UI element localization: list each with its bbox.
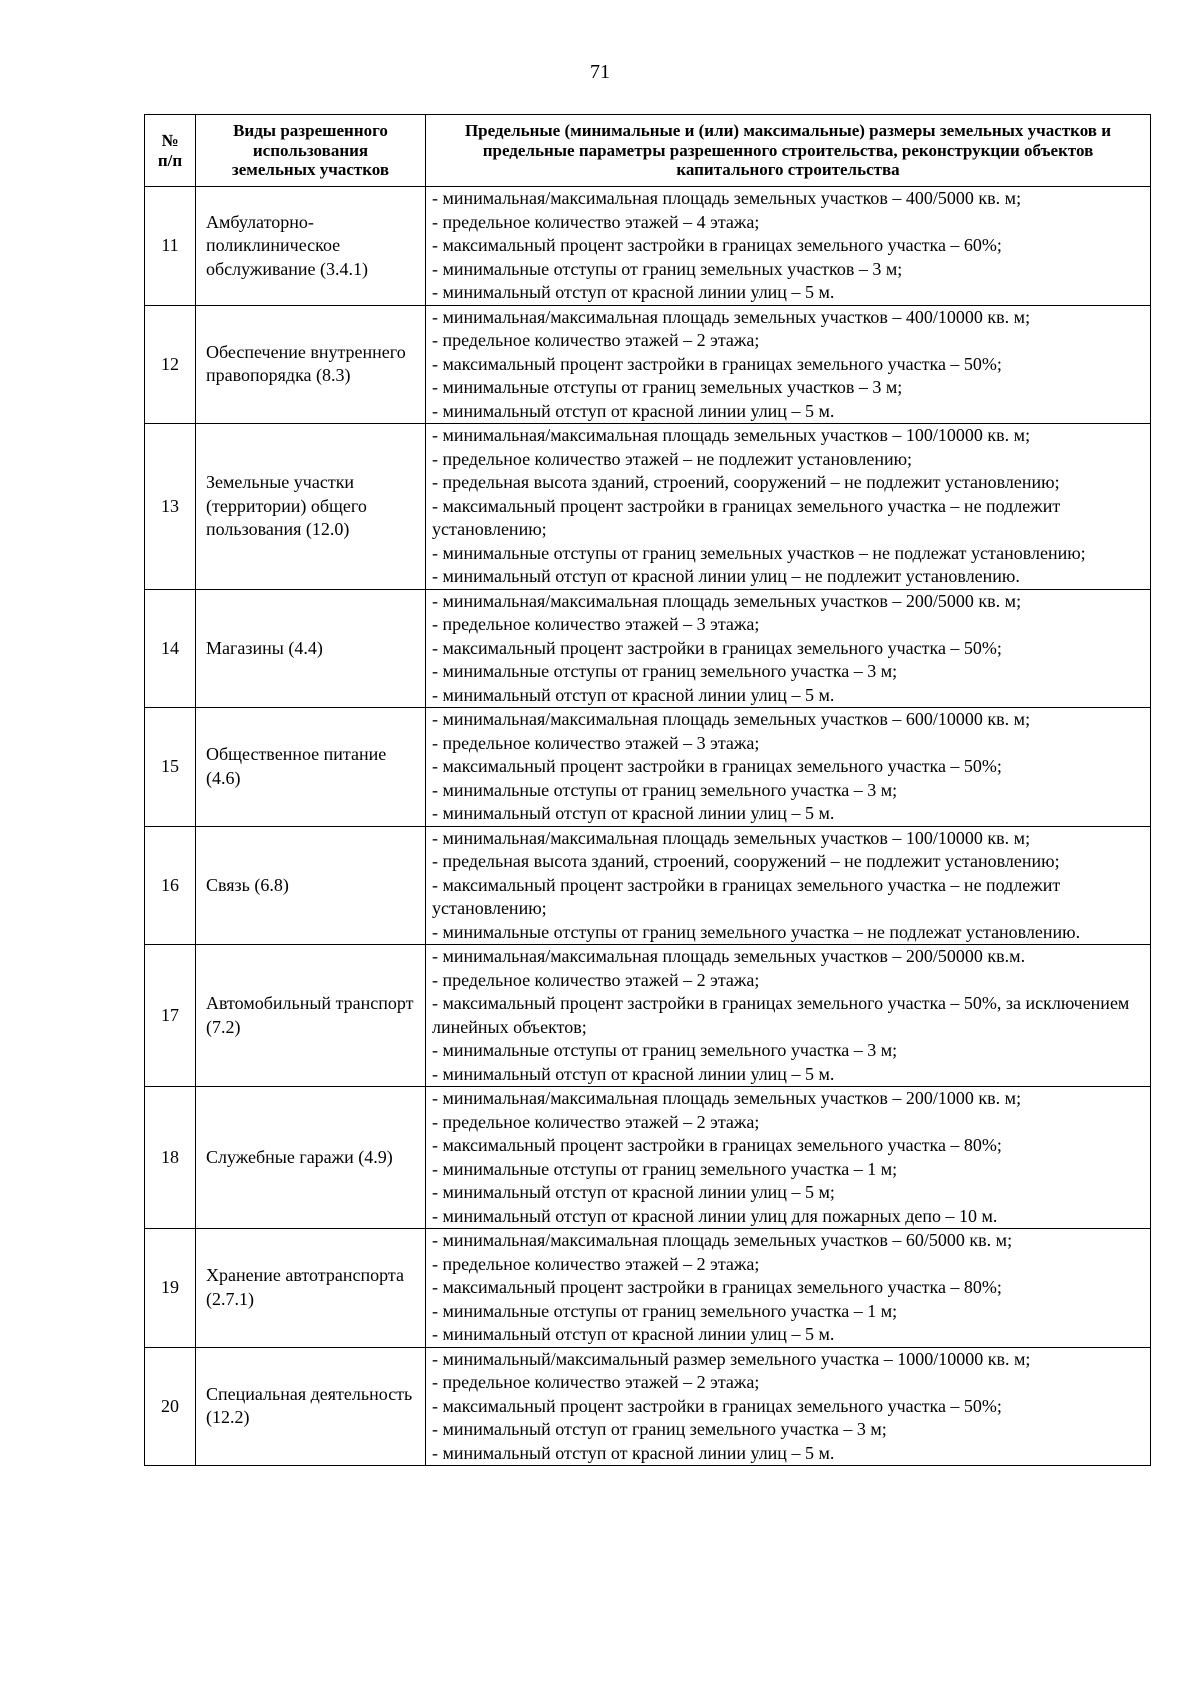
parameter-line: - минимальные отступы от границ земельного участка – 1 м; — [432, 1300, 898, 1321]
parameter-line: - максимальный процент застройки в границах земельного участка – не подлежит установлению; — [432, 495, 1061, 539]
parameter-line: - минимальные отступы от границ земельных участков – не подлежат установлению; — [432, 542, 1086, 563]
parameter-line: - минимальный отступ от красной линии улиц – 5 м. — [432, 400, 835, 421]
parameter-line: - минимальный отступ от красной линии улиц – 5 м. — [432, 282, 835, 302]
row-use-type: Обеспечение внутреннего правопорядка (8.3) — [196, 305, 426, 424]
row-use-type: Земельные участки (территории) общего пользования (12.0) — [196, 424, 426, 590]
parameter-line: - минимальный отступ от границ земельного участка – 3 м; — [432, 1419, 887, 1439]
row-use-type: Специальная деятельность (12.2) — [196, 1347, 426, 1466]
page-number: 71 — [590, 61, 610, 83]
parameter-line: - максимальный процент застройки в границах земельного участка – 50%; — [432, 637, 1002, 658]
parameter-line: - максимальный процент застройки в границах земельного участка – 60%; — [432, 235, 1002, 255]
row-use-type: Магазины (4.4) — [196, 589, 426, 708]
parameter-line: - предельная высота зданий, строений, сооружений – не подлежит установлению; — [432, 472, 1060, 492]
parameter-line: - максимальный процент застройки в границах земельного участка – 50%; — [432, 353, 1002, 374]
parameter-line: - минимальный/максимальный размер земельного участка – 1000/10000 кв. м; — [432, 1348, 1031, 1369]
row-number: 18 — [145, 1087, 196, 1229]
row-parameters — [426, 187, 1151, 306]
parameter-line: - минимальный отступ от красной линии улиц – 5 м. — [432, 684, 835, 705]
parameter-line: - максимальный процент застройки в границах земельного участка – 80%; — [432, 1135, 1002, 1155]
row-use-type: Общественное питание (4.6) — [196, 708, 426, 827]
table-header-row — [145, 115, 1151, 187]
table-row — [145, 424, 1151, 590]
row-number: 16 — [145, 826, 196, 945]
parameter-line: - предельное количество этажей – 4 этажа; — [432, 211, 760, 232]
parameter-line: - минимальные отступы от границ земельных участков – 3 м; — [432, 377, 903, 397]
parameter-line: - минимальная/максимальная площадь земельных участков – 400/5000 кв. м; — [432, 188, 1022, 208]
parameter-line: - предельное количество этажей – 3 этажа; — [432, 614, 760, 634]
table-body — [145, 187, 1151, 1466]
parameter-line: - максимальный процент застройки в границах земельного участка – 50%, за исключением линейных объектов; — [432, 993, 1130, 1037]
table-row — [145, 826, 1151, 945]
parameter-line: - минимальные отступы от границ земельного участка – не подлежат установлению. — [432, 921, 1081, 942]
row-number: 15 — [145, 708, 196, 827]
parameter-line: - минимальные отступы от границ земельного участка – 3 м; — [432, 661, 898, 681]
parameter-line: - предельное количество этажей – 2 этажа; — [432, 330, 760, 350]
parameter-line: - предельное количество этажей – 2 этажа; — [432, 1253, 760, 1274]
row-number: 13 — [145, 424, 196, 590]
parameter-line: - предельная высота зданий, строений, сооружений – не подлежит установлению; — [432, 851, 1060, 871]
parameter-line: - минимальная/максимальная площадь земельных участков – 200/50000 кв.м. — [432, 946, 1026, 966]
parameter-line: - минимальные отступы от границ земельных участков – 3 м; — [432, 258, 903, 279]
header-use-type: Виды разрешенного использования земельных участков — [196, 115, 426, 187]
parameter-line: - минимальные отступы от границ земельного участка – 3 м; — [432, 779, 898, 800]
parameter-line: - минимальный отступ от красной линии улиц для пожарных депо – 10 м. — [432, 1205, 998, 1226]
parameter-line: - предельное количество этажей – 3 этажа; — [432, 732, 760, 753]
row-number: 20 — [145, 1347, 196, 1466]
parameter-line: - минимальная/максимальная площадь земельных участков – 200/5000 кв. м; — [432, 590, 1022, 611]
table-row — [145, 305, 1151, 424]
row-parameters — [426, 424, 1151, 590]
row-number: 17 — [145, 945, 196, 1087]
parameter-line: - максимальный процент застройки в границах земельного участка – 50%; — [432, 756, 1002, 776]
parameter-line: - минимальный отступ от красной линии улиц – 5 м. — [432, 803, 835, 823]
parameter-line: - максимальный процент застройки в границах земельного участка – 50%; — [432, 1395, 1002, 1416]
row-use-type: Автомобильный транспорт (7.2) — [196, 945, 426, 1087]
parameter-line: - минимальный отступ от красной линии улиц – 5 м. — [432, 1063, 835, 1084]
parameter-line: - минимальный отступ от красной линии улиц – не подлежит установлению. — [432, 566, 1020, 586]
header-number: № п/п — [145, 115, 196, 187]
row-number: 19 — [145, 1229, 196, 1348]
row-number: 12 — [145, 305, 196, 424]
row-parameters — [426, 1229, 1151, 1348]
row-use-type: Амбулаторно-поликлиническое обслуживание (3.4.1) — [196, 187, 426, 306]
parameter-line: - минимальная/максимальная площадь земельных участков – 600/10000 кв. м; — [432, 709, 1031, 729]
parameter-line: - минимальная/максимальная площадь земельных участков – 400/10000 кв. м; — [432, 306, 1031, 327]
parameter-line: - минимальный отступ от красной линии улиц – 5 м. — [432, 1324, 835, 1344]
row-parameters — [426, 1087, 1151, 1229]
row-number: 11 — [145, 187, 196, 306]
table-row — [145, 945, 1151, 1087]
parameter-line: - минимальная/максимальная площадь земельных участков – 100/10000 кв. м; — [432, 425, 1031, 445]
header-parameters: Предельные (минимальные и (или) максимальные) размеры земельных участков и предельные параметры разрешенного строительства, реконструкции объектов капитального строительства — [426, 115, 1151, 187]
parameter-line: - минимальная/максимальная площадь земельных участков – 200/1000 кв. м; — [432, 1088, 1022, 1108]
row-use-type: Связь (6.8) — [196, 826, 426, 945]
parameter-line: - предельное количество этажей – 2 этажа; — [432, 1111, 760, 1132]
row-number: 14 — [145, 589, 196, 708]
row-use-type: Хранение автотранспорта (2.7.1) — [196, 1229, 426, 1348]
land-use-regulations-table — [144, 114, 1151, 1466]
parameter-line: - предельное количество этажей – не подлежит установлению; — [432, 448, 913, 469]
parameter-line: - предельное количество этажей – 2 этажа; — [432, 969, 760, 990]
parameter-line: - максимальный процент застройки в границах земельного участка – не подлежит установлению; — [432, 874, 1061, 918]
table-row — [145, 1087, 1151, 1229]
row-use-type: Служебные гаражи (4.9) — [196, 1087, 426, 1229]
row-parameters — [426, 305, 1151, 424]
row-parameters — [426, 589, 1151, 708]
parameter-line: - минимальные отступы от границ земельного участка – 1 м; — [432, 1158, 898, 1179]
table-row — [145, 187, 1151, 306]
parameter-line: - минимальные отступы от границ земельного участка – 3 м; — [432, 1040, 898, 1060]
table-row — [145, 708, 1151, 827]
table-row — [145, 1229, 1151, 1348]
parameter-line: - минимальная/максимальная площадь земельных участков – 60/5000 кв. м; — [432, 1230, 1013, 1250]
table-row — [145, 589, 1151, 708]
row-parameters — [426, 945, 1151, 1087]
row-parameters — [426, 826, 1151, 945]
parameter-line: - максимальный процент застройки в границах земельного участка – 80%; — [432, 1277, 1002, 1297]
row-parameters — [426, 1347, 1151, 1466]
parameter-line: - минимальный отступ от красной линии улиц – 5 м. — [432, 1442, 835, 1463]
table-row — [145, 1347, 1151, 1466]
parameter-line: - минимальная/максимальная площадь земельных участков – 100/10000 кв. м; — [432, 827, 1031, 848]
row-parameters — [426, 708, 1151, 827]
parameter-line: - минимальный отступ от красной линии улиц – 5 м; — [432, 1182, 835, 1202]
parameter-line: - предельное количество этажей – 2 этажа; — [432, 1372, 760, 1392]
